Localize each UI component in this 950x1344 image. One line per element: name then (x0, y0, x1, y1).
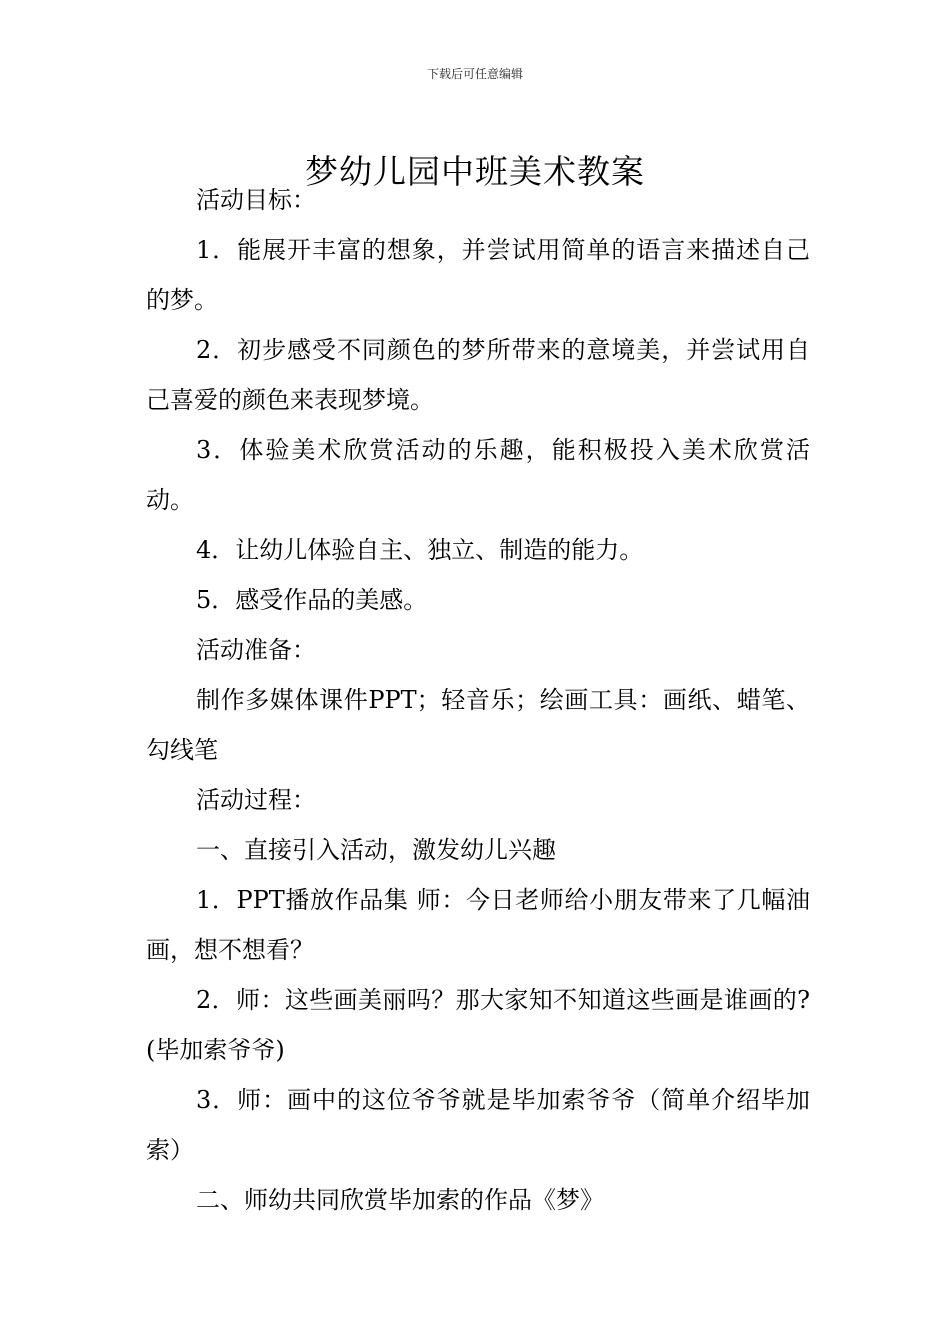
paragraph: 二、师幼共同欣赏毕加索的作品《梦》 (196, 1186, 604, 1214)
paragraph: 活动准备： (196, 636, 316, 664)
paragraph: 制作多媒体课件PPT；轻音乐；绘画工具：画纸、蜡笔、勾线笔 (146, 686, 810, 764)
paragraph: 活动目标： (196, 186, 316, 214)
paragraph: 1．能展开丰富的想象，并尝试用简单的语言来描述自己的梦。 (146, 236, 810, 314)
header-note: 下载后可任意编辑 (426, 67, 523, 81)
paragraph: 一、直接引入活动，激发幼儿兴趣 (196, 836, 556, 864)
document-title: 梦幼儿园中班美术教案 (305, 152, 645, 192)
paragraph: 3．师：画中的这位爷爷就是毕加索爷爷（简单介绍毕加索） (146, 1086, 810, 1164)
paragraph: 5．感受作品的美感。 (196, 586, 428, 614)
paragraph: 4．让幼儿体验自主、独立、制造的能力。 (196, 536, 644, 564)
document-body (146, 175, 810, 1225)
paragraph: 3．体验美术欣赏活动的乐趣，能积极投入美术欣赏活动。 (146, 436, 810, 514)
paragraph: 2．师：这些画美丽吗？那大家知不知道这些画是谁画的?(毕加索爷爷) (146, 986, 810, 1064)
paragraph: 活动过程： (196, 786, 316, 814)
paragraph: 2．初步感受不同颜色的梦所带来的意境美，并尝试用自己喜爱的颜色来表现梦境。 (146, 336, 810, 414)
paragraph: 1．PPT播放作品集 师：今日老师给小朋友带来了几幅油画，想不想看？ (146, 886, 810, 964)
